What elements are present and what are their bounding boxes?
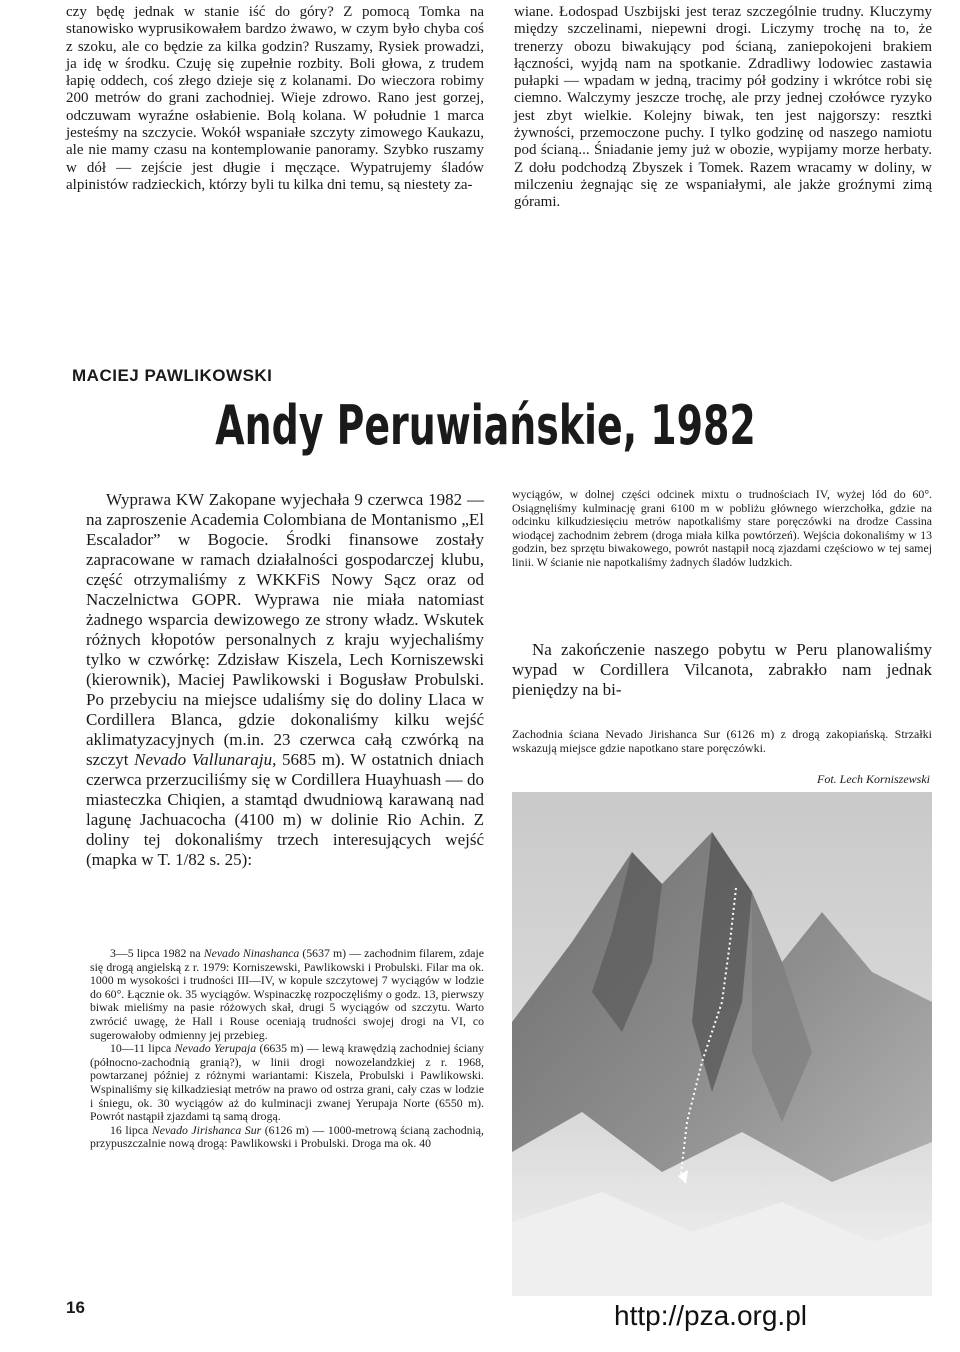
top-right-paragraph: wiane. Łodospad Uszbijski jest teraz szczególnie trudny. Kluczymy między szczelinami, niepewni drogi. Liczymy trochę na to, że trenerzy obozu biwakujący pod ścianą, zaniepokojeni brakiem łączności, wyjdą nam na spotkanie. Zdradliwy lodowiec zastawia pułapki — wpadam w jedną, tracimy pół godziny i wkrótce robi się ciemno. Walczymy jeszcze trochę, ale przy jednej czołówce ryzyko jest zbyt wielkie. Kolejny biwak, ten jest najgorszy: resztki żywności, przemoczone puchy. I tylko godzinę od naszego namiotu pod ścianą... Śniadanie jemy już w obozie, wypijamy morze herbaty. Z dołu podchodzą Zbyszek i Tomek. Razem wracamy w doliny, w milczeniu żegnając się ze wspaniałymi, ale jakże groźnymi zimą górami. [514,4,932,211]
ascent-item [90,1042,484,1124]
main-left-peak: Nevado Vallunaraju, [134,750,277,769]
top-right-column [514,4,932,212]
mountain-photo [512,792,932,1296]
ascent-peak: Nevado Jirishanca Sur [151,1122,262,1137]
top-left-paragraph: czy będę jednak w stanie iść do góry? Z pomocą Tomka na stanowisko wyprusikowałem bardzo żwawo, w czym było chyba coś z szoku, ale co będzie za kilka godzin? Ruszamy, Rysiek prowadzi, ja idę w środku. Czuję się zupełnie rozbity. Boli głowa, z trudem łapię oddech, coś złego dzieje się z kolanami. Do wieczora robimy 200 metrów do grani zachodniej. Wieje zdrowo. Rano jest gorzej, odczuwam wyraźne osłabienie. Bolą kolana. W południe 1 marca jesteśmy na szczycie. Wokół wspaniałe szczyty zimowego Kaukazu, ale nie mamy czasu na kontemplowanie panoramy. Szybko ruszamy w dół — zejście jest długie i męczące. Wypatrujemy śladów alpinistów radzieckich, którzy byli tu kilka dni temu, są niestety za- [66,4,484,193]
article-author: MACIEJ PAWLIKOWSKI [72,366,273,385]
ascent-description: (6635 m) — lewą krawędzią zachodniej ściany (północno-zachodnią granią?), w linii drogi nowozelandzkiej z r. 1968, powtarzanej później z różnymi wariantami: Kiszela, Probulski i Pawlikowski. Wspinaliśmy się kilkadziesiąt metrów na prawo od ostrza grani, cały czas w lodzie i śniegu, ok. 30 wyciągów aż do kulminacji zwanej Yerupaja Norte (6550 m). Powrót nastąpił zjazdami tą samą drogą. [90,1041,485,1124]
ascent-item [90,947,484,1042]
source-url[interactable]: http://pza.org.pl [614,1300,808,1331]
ascent-description: (6126 m) — 1000-metrową ścianą zachodnią, przypuszczalnie nową drogą: Pawlikowski i Probulski. Droga ma ok. 40 [90,1122,484,1151]
page-number: 16 [66,1298,85,1317]
photo-credit: Fot. Lech Korniszewski [817,772,930,786]
ascent-list [90,947,484,1151]
photo-caption [512,728,932,755]
photo-caption-text: Zachodnia ściana Nevado Jirishanca Sur (6126 m) z drogą zakopiańską. Strzałki wskazują miejsce gdzie napotkano stare poręczówki. [512,727,932,755]
ascent-peak: Nevado Yerupaja [174,1041,257,1056]
main-right-paragraph: Na zakończenie naszego pobytu w Peru planowaliśmy wypad w Cordillera Vilcanota, zabrakło nam jednak pieniędzy na bi- [512,640,932,699]
ascent-peak: Nevado Ninashanca [203,946,300,960]
ascent-continuation-text: wyciągów, w dolnej części odcinek mixtu o trudnościach IV, wyżej lód do 60°. Osiągnęliśmy kulminację grani 6100 m w pobliżu głównego wierzchołka, gdzie na odcinku kilkudziesięciu metrów napotkaliśmy stare poręczówki na drodze Cassina wiodącej zachodnim żebrem (droga miała kilka powtórzeń). Wejścia dokonaliśmy w 13 godzin, bez sprzętu biwakowego, powrót nastąpił nocą zjazdami częściowo w tej samej linii. W ścianie nie napotkaliśmy żadnych śladów ludzkich. [512,487,932,569]
ascent-description: (5637 m) — zachodnim filarem, zdaje się drogą angielską z r. 1979: Korniszewski, Pawlikowski i Probulski. Filar ma ok. 1000 m wysokości i trudności III—IV, w kopule szczytowej 7 wyciągów w lodzie do 60°. Łącznie ok. 35 wyciągów. Wspinaczkę rozpoczęliśmy o godz. 13, pierwszy biwak mieliśmy na pasie różowych skał, drugi 5 wyciągów od szczytu. Warto zwrócić uwagę, że Hall i Rouse oceniają trudności swojej drogi na VI, co sugerowałoby odmienny jej przebieg. [90,946,484,1042]
main-left-paragraph [86,490,484,870]
ascent-date: 3—5 lipca 1982 na [110,946,201,960]
ascent-continuation [512,488,932,570]
main-left-text: Wyprawa KW Zakopane wyjechała 9 czerwca 1982 — na zaproszenie Academia Colombiana de Montanismo „El Escalador” w Bogocie. Środki finansowe zostały zapracowane w ramach działalności gospodarczej klubu, część otrzymaliśmy z WKKFiS Nowy Sącz oraz od Naczelnictwa GOPR. Wyprawa nie miała natomiast żadnego wsparcia dewizowego ze strony władz. Wskutek różnych kłopotów personalnych z kraju wyjechaliśmy tylko w czwórkę: Zdzisław Kiszela, Lech Korniszewski (kierownik), Maciej Pawlikowski i Bogusław Probulski. Po przebyciu na miejsce udaliśmy się do doliny Llaca w Cordillera Blanca, gdzie dokonaliśmy kilku wejść aklimatyzacyjnych (m.in. 23 czerwca całą czwórką na szczyt [86,490,484,769]
ascent-date: 16 lipca [110,1122,149,1137]
ascent-date: 10—11 lipca [110,1041,172,1056]
main-left-text-2: 5685 m). W ostatnich dniach czerwca przerzuciliśmy się w Cordillera Huayhuash — do miasteczka Chiqien, a stamtąd dwudniową karawaną nad lagunę Jachuacocha (4100 m) w dolinie Rio Achin. Z doliny tej dokonaliśmy trzech interesujących wejść (mapka w T. 1/82 s. 25): [86,750,485,869]
main-right-column [512,640,932,700]
ascent-item [90,1124,484,1151]
top-left-column [66,4,484,194]
article-title: Andy Peruwiańskie, 1982 [215,394,756,457]
main-left-column [86,490,484,870]
